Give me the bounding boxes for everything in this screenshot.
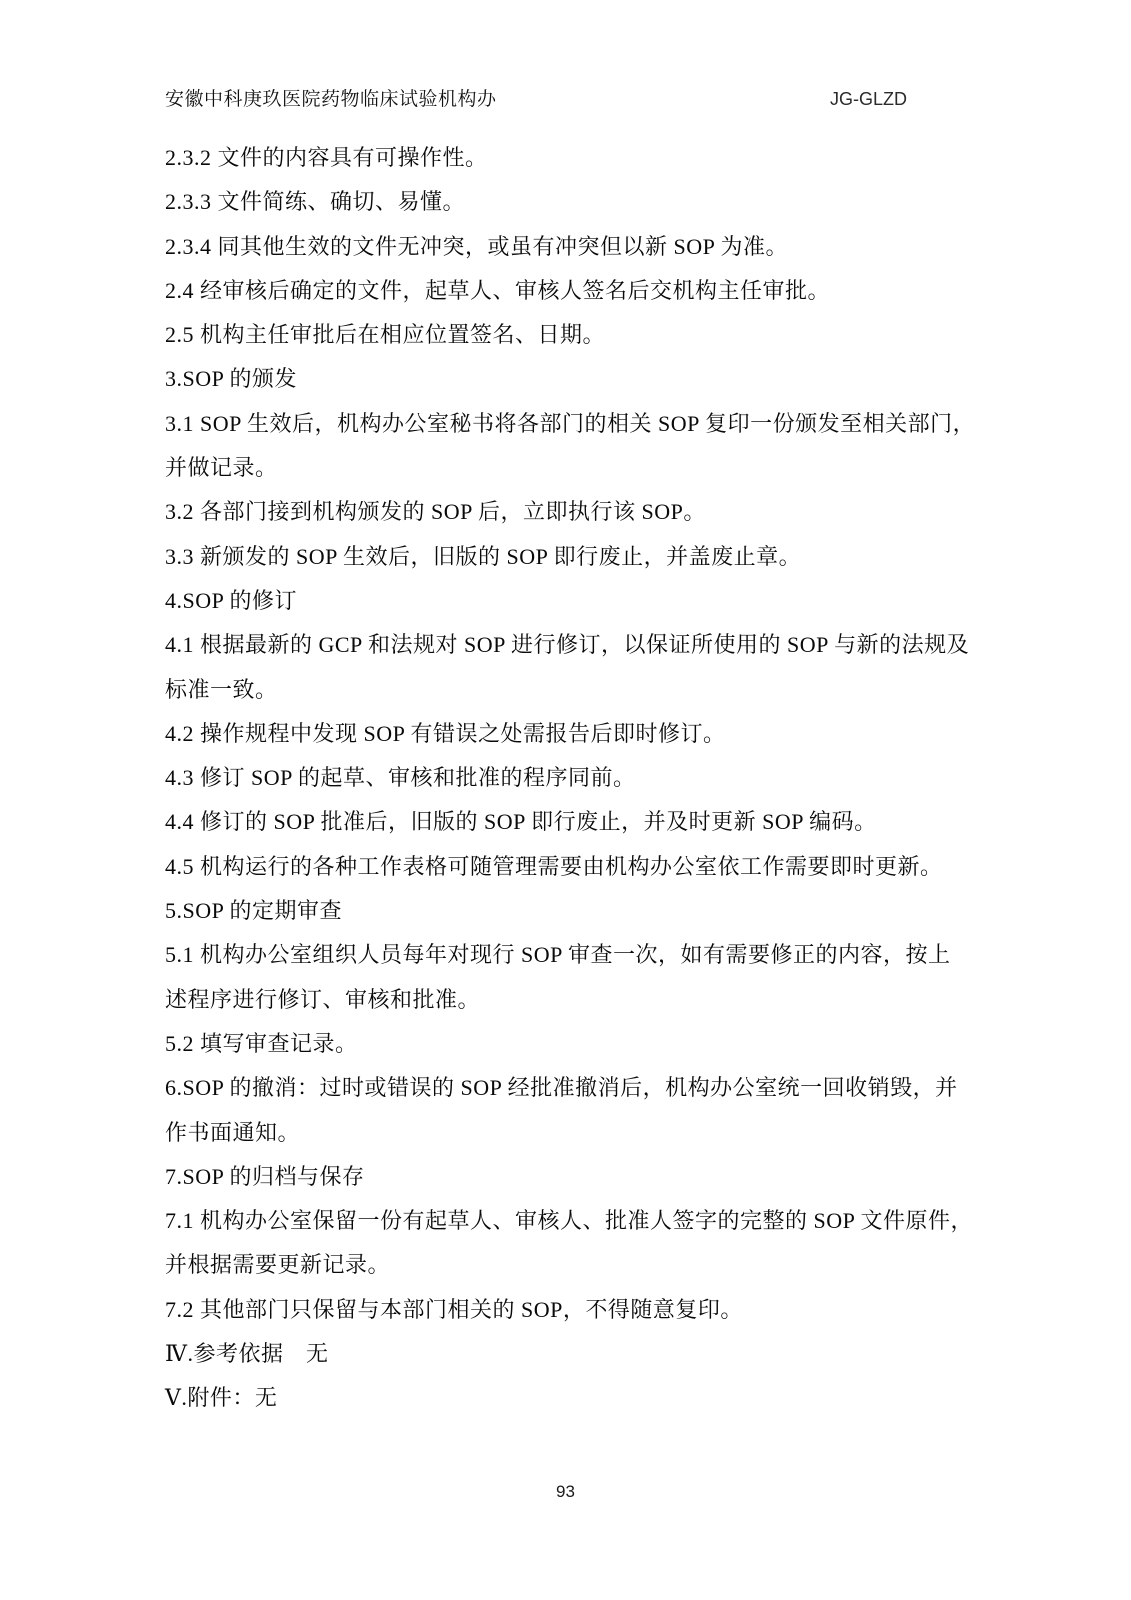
- text-line: 4.1 根据最新的 GCP 和法规对 SOP 进行修订，以保证所使用的 SOP 与新的法规及: [165, 632, 970, 658]
- text-line: 7.1 机构办公室保留一份有起草人、审核人、批准人签字的完整的 SOP 文件原件，: [165, 1208, 974, 1234]
- text-line: 4.SOP 的修订: [165, 587, 298, 613]
- text-line: 7.2 其他部门只保留与本部门相关的 SOP，不得随意复印。: [165, 1296, 743, 1322]
- header-institution-name: 安徽中科庚玖医院药物临床试验机构办: [165, 89, 497, 110]
- text-line: 4.3 修订 SOP 的起草、审核和批准的程序同前。: [165, 765, 636, 791]
- text-line: 7.SOP 的归档与保存: [165, 1163, 365, 1189]
- text-line: 4.4 修订的 SOP 批准后，旧版的 SOP 即行废止，并及时更新 SOP 编码。: [165, 809, 877, 835]
- text-line: 作书面通知。: [165, 1119, 301, 1145]
- text-line: 2.4 经审核后确定的文件，起草人、审核人签名后交机构主任审批。: [165, 277, 831, 303]
- text-line: 2.3.4 同其他生效的文件无冲突，或虽有冲突但以新 SOP 为准。: [165, 233, 789, 259]
- text-line: 5.2 填写审查记录。: [165, 1030, 358, 1056]
- text-line: Ⅴ.附件：无: [165, 1385, 278, 1411]
- text-line: Ⅳ.参考依据 无: [165, 1341, 329, 1367]
- text-line: 3.1 SOP 生效后，机构办公室秘书将各部门的相关 SOP 复印一份颁发至相关部门，: [165, 410, 976, 436]
- page-footer: [0, 1482, 1131, 1502]
- text-line: 4.5 机构运行的各种工作表格可随管理需要由机构办公室依工作需要即时更新。: [165, 853, 943, 879]
- text-line: 6.SOP 的撤消：过时或错误的 SOP 经批准撤消后，机构办公室统一回收销毁，并: [165, 1075, 958, 1101]
- text-line: 3.3 新颁发的 SOP 生效后，旧版的 SOP 即行废止，并盖废止章。: [165, 543, 802, 569]
- document-body: [165, 136, 976, 1421]
- text-line: 并根据需要更新记录。: [165, 1252, 391, 1278]
- text-line: 5.1 机构办公室组织人员每年对现行 SOP 审查一次，如有需要修正的内容，按上: [165, 942, 951, 968]
- page-header: [165, 84, 907, 111]
- text-line: 2.3.2 文件的内容具有可操作性。: [165, 145, 488, 170]
- text-line: 3.2 各部门接到机构颁发的 SOP 后，立即执行该 SOP。: [165, 499, 706, 525]
- text-line: 述程序进行修订、审核和批准。: [165, 986, 481, 1012]
- text-line: 2.3.3 文件简练、确切、易懂。: [165, 189, 466, 215]
- page-number: 93: [556, 1482, 575, 1501]
- text-line: 标准一致。: [165, 676, 278, 702]
- text-line: 4.2 操作规程中发现 SOP 有错误之处需报告后即时修订。: [165, 720, 726, 746]
- header-doc-code: JG-GLZD: [829, 89, 907, 109]
- text-line: 并做记录。: [165, 455, 278, 481]
- text-line: 2.5 机构主任审批后在相应位置签名、日期。: [165, 322, 606, 348]
- text-line: 3.SOP 的颁发: [165, 366, 298, 392]
- text-line: 5.SOP 的定期审查: [165, 898, 343, 924]
